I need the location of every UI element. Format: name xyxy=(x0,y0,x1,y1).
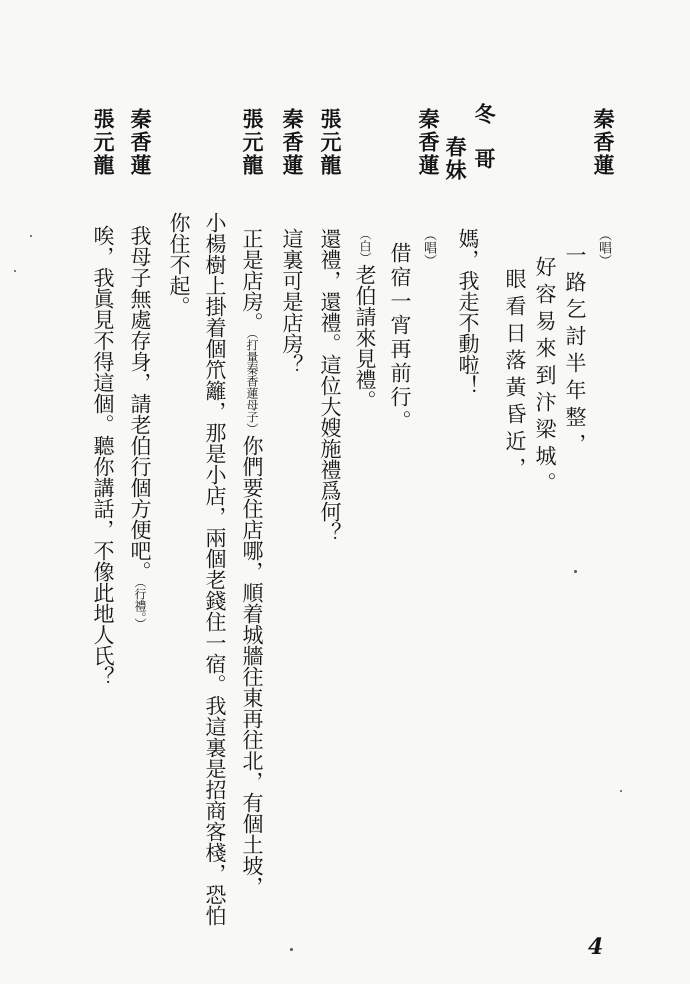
dialogue-text: 媽，我走不動啦！ xyxy=(456,228,480,396)
dialogue-continuation: 你住不起。 xyxy=(167,212,191,317)
stage-direction: （唱） xyxy=(596,228,611,267)
lyric-line: 好容易來到汴梁城。 xyxy=(533,256,557,499)
scan-speck xyxy=(30,235,32,237)
stage-direction: （唱） xyxy=(421,228,436,267)
speaker-label: 秦香蓮 xyxy=(128,108,153,177)
speaker-label: 張元龍 xyxy=(240,108,265,177)
scan-speck xyxy=(290,948,293,951)
stage-direction: （白） xyxy=(358,228,372,264)
dialogue-segment: 我母子無處存身，請老伯行個方便吧。 xyxy=(128,225,152,582)
speaker-label: 冬哥 xyxy=(472,103,497,193)
scan-speck xyxy=(574,570,577,573)
lyric-line: 借宿一宵再前行。 xyxy=(388,242,412,434)
dialogue-text: 老伯請來見禮。 xyxy=(353,264,377,411)
stage-direction: （打量秦香蓮母子） xyxy=(245,333,259,435)
line-8 xyxy=(352,228,378,411)
page-number: 4 xyxy=(588,934,604,960)
scan-speck xyxy=(14,270,16,272)
dialogue-text: 這裏可是店房？ xyxy=(280,228,304,375)
dialogue-segment: 正是店房。 xyxy=(240,228,264,333)
speaker-label: 秦香蓮 xyxy=(280,108,305,177)
speaker-label: 秦香蓮 xyxy=(416,108,441,177)
dialogue-text xyxy=(239,228,265,897)
speaker-label: 秦香蓮 xyxy=(591,108,616,177)
dialogue-segment: 你們要住店哪，順着城牆往東再往北，有個土坡， xyxy=(240,435,264,897)
dialogue-continuation: 小楊樹上掛着個笊籬，那是小店，兩個老錢住一宿。我這裏是招商客棧，恐怕 xyxy=(203,212,227,926)
stage-direction: （行禮。） xyxy=(133,582,147,630)
lyric-line: 一路乞討半年整， xyxy=(563,244,587,460)
dialogue-text: 唉，我眞見不得這個。聽你講話，不像此地人氏？ xyxy=(91,225,115,687)
lyric-line: 眼看日落黃昏近， xyxy=(503,268,527,484)
speaker-label: 張元龍 xyxy=(318,108,343,177)
scan-speck xyxy=(620,790,622,792)
dialogue-text xyxy=(127,225,153,630)
dialogue-text: 還禮，還禮。這位大嫂施禮爲何？ xyxy=(318,228,342,543)
speaker-label: 張元龍 xyxy=(91,108,116,177)
speaker-label: 春妹 xyxy=(443,136,468,182)
